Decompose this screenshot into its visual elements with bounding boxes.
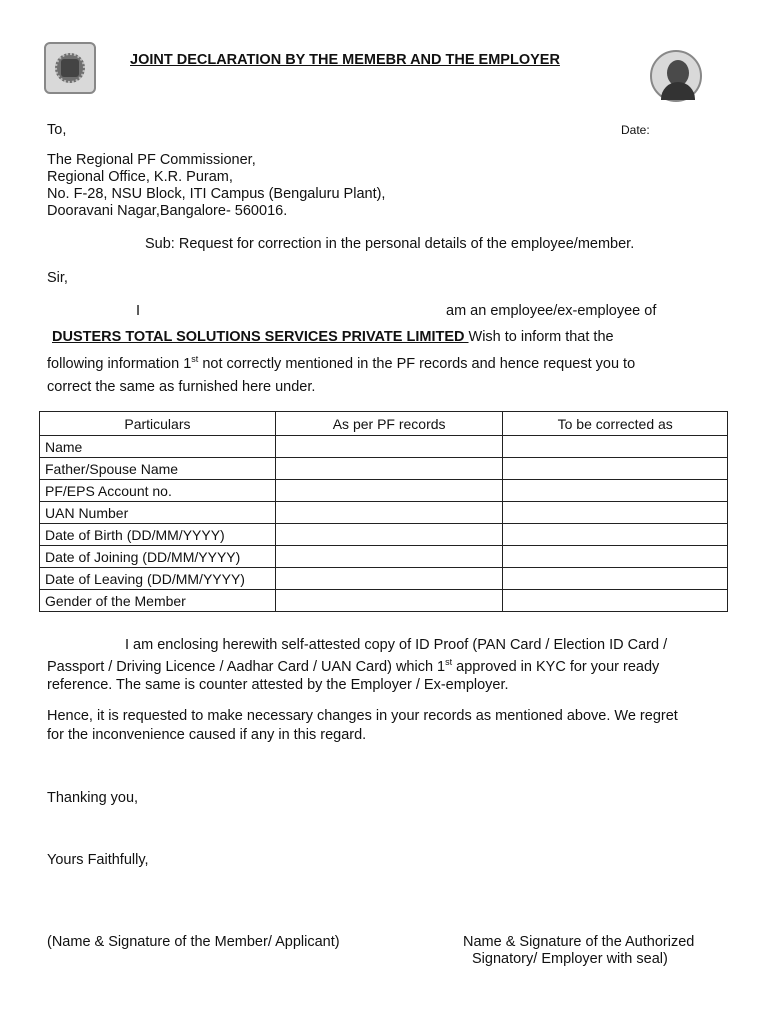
intro-line-2: [47, 354, 635, 372]
corrected-cell[interactable]: [503, 524, 728, 546]
corrected-cell[interactable]: [503, 546, 728, 568]
pf-record-cell[interactable]: [275, 458, 503, 480]
table-header-row: [40, 412, 728, 436]
row-label: Date of Birth (DD/MM/YYYY): [40, 524, 276, 546]
pf-record-cell[interactable]: [275, 568, 503, 590]
address-line-3: No. F-28, NSU Block, ITI Campus (Bengaluru Plant),: [47, 186, 386, 202]
intro-wish-text: Wish to inform that the: [468, 329, 614, 345]
corrected-cell[interactable]: [503, 502, 728, 524]
pf-record-cell[interactable]: [275, 546, 503, 568]
employer-signature-label-2: Signatory/ Employer with seal): [472, 951, 668, 967]
table-row: [40, 502, 728, 524]
pf-record-cell[interactable]: [275, 436, 503, 458]
date-label: Date:: [621, 123, 650, 137]
row-label: Date of Joining (DD/MM/YYYY): [40, 546, 276, 568]
table-row: [40, 546, 728, 568]
thanking-you: Thanking you,: [47, 790, 139, 806]
row-label: Date of Leaving (DD/MM/YYYY): [40, 568, 276, 590]
table-row: [40, 436, 728, 458]
enclosing-line-2: [47, 657, 659, 675]
subject-line: Sub: Request for correction in the personal details of the employee/member.: [145, 236, 635, 252]
row-label: Name: [40, 436, 276, 458]
pf-record-cell[interactable]: [275, 590, 503, 612]
intro-line-2-b: not correctly mentioned in the PF records and hence request you to: [198, 355, 636, 372]
intro-line-company: [52, 329, 614, 345]
enclosing-line-1: I am enclosing herewith self-attested copy of ID Proof (PAN Card / Election ID Card /: [125, 637, 668, 653]
yours-faithfully: Yours Faithfully,: [47, 852, 149, 868]
row-label: PF/EPS Account no.: [40, 480, 276, 502]
to-label: To,: [47, 122, 67, 138]
enclosing-line-2-b: approved in KYC for your ready: [452, 658, 660, 675]
salutation: Sir,: [47, 270, 68, 286]
header-pf-records: As per PF records: [275, 412, 503, 436]
page-title: JOINT DECLARATION BY THE MEMEBR AND THE EMPLOYER: [130, 52, 560, 68]
table-row: [40, 590, 728, 612]
corrected-cell[interactable]: [503, 568, 728, 590]
intro-line-2-sup: st: [191, 354, 199, 364]
corrected-cell[interactable]: [503, 590, 728, 612]
enclosing-line-2-sup: st: [445, 657, 453, 667]
intro-line-2-a: following information 1: [47, 355, 192, 372]
address-line-1: The Regional PF Commissioner,: [47, 152, 256, 168]
table-row: [40, 458, 728, 480]
epfo-emblem-icon: [44, 42, 96, 94]
address-line-4: Dooravani Nagar,Bangalore- 560016.: [47, 203, 288, 219]
intro-i: I: [136, 303, 141, 319]
intro-employee-text: am an employee/ex-employee of: [446, 303, 657, 319]
pf-record-cell[interactable]: [275, 524, 503, 546]
table-row: [40, 480, 728, 502]
table-row: [40, 568, 728, 590]
request-line-1: Hence, it is requested to make necessary changes in your records as mentioned above. We regret: [47, 708, 678, 724]
enclosing-line-3: reference. The same is counter attested by the Employer / Ex-employer.: [47, 677, 509, 693]
pf-record-cell[interactable]: [275, 480, 503, 502]
row-label: Gender of the Member: [40, 590, 276, 612]
corrected-cell[interactable]: [503, 480, 728, 502]
intro-line-3: correct the same as furnished here under.: [47, 379, 316, 395]
employer-signature-label-1: Name & Signature of the Authorized: [463, 934, 695, 950]
pf-record-cell[interactable]: [275, 502, 503, 524]
portrait-seal-icon: [650, 50, 702, 102]
address-line-2: Regional Office, K.R. Puram,: [47, 169, 233, 185]
company-name: DUSTERS TOTAL SOLUTIONS SERVICES PRIVATE LIMITED: [52, 329, 469, 345]
enclosing-line-2-a: Passport / Driving Licence / Aadhar Card / UAN Card) which 1: [47, 658, 446, 675]
member-signature-label: (Name & Signature of the Member/ Applicant): [47, 934, 340, 950]
correction-table: [39, 411, 728, 612]
corrected-cell[interactable]: [503, 458, 728, 480]
table-row: [40, 524, 728, 546]
header-corrected-as: To be corrected as: [503, 412, 728, 436]
corrected-cell[interactable]: [503, 436, 728, 458]
row-label: UAN Number: [40, 502, 276, 524]
row-label: Father/Spouse Name: [40, 458, 276, 480]
request-line-2: for the inconvenience caused if any in this regard.: [47, 727, 367, 743]
header-particulars: Particulars: [40, 412, 276, 436]
